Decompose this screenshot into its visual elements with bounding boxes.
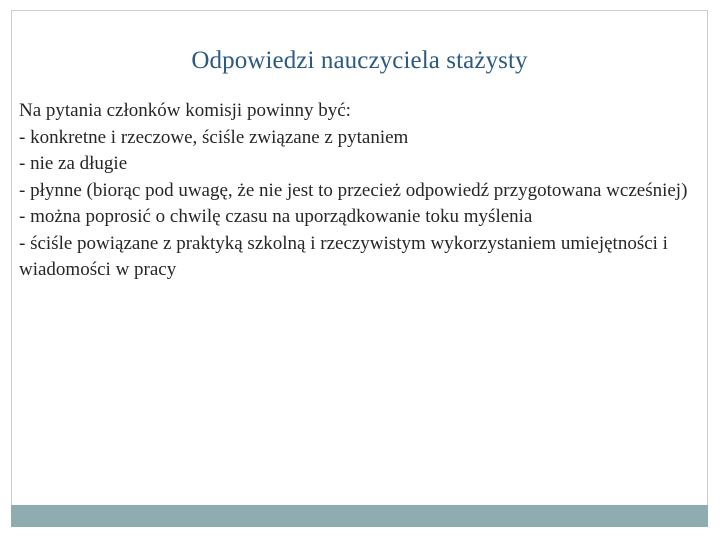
body-line-not-too-long: - nie za długie (19, 153, 128, 174)
footer-bar (11, 505, 708, 527)
body-line-ask-for-time: - można poprosić o chwilę czasu na uporządkowanie toku myślenia (19, 206, 533, 227)
body-line-concrete: - konkretne i rzeczowe, ściśle związane z pytaniem (19, 126, 409, 148)
body-line-fluent: - płynne (biorąc pod uwagę, że nie jest to przecież odpowiedź przygotowana wcześniej) (19, 179, 688, 201)
slide-body (19, 98, 699, 284)
body-line-intro: Na pytania członków komisji powinny być: (19, 100, 351, 121)
slide-frame (11, 10, 708, 527)
slide-title: Odpowiedzi nauczyciela stażysty (191, 47, 528, 74)
body-line-practice: - ściśle powiązane z praktyką szkolną i rzeczywistym wykorzystaniem umiejętności i wiadomości w pracy (19, 232, 668, 280)
